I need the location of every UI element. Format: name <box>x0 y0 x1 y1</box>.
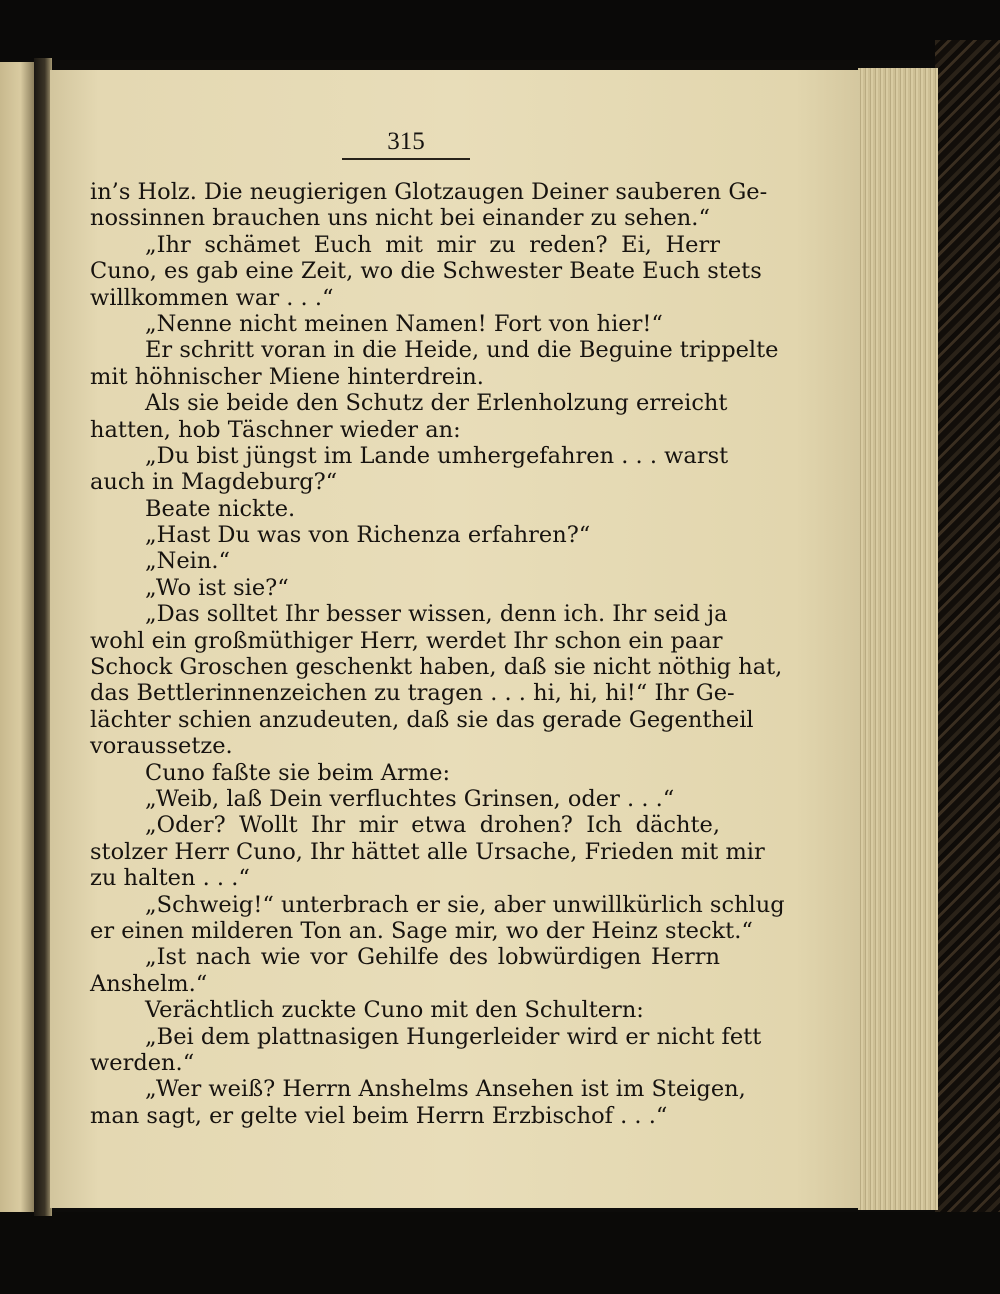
text-line: mit höhnischer Miene hinterdrein. <box>90 363 484 390</box>
text-line: Anshelm.“ <box>90 970 208 997</box>
text-line: „Schweig!“ unterbrach er sie, aber unwillkürlich schlug <box>145 891 785 918</box>
text-line: „Weib, laß Dein verfluchtes Grinsen, oder . . .“ <box>145 785 675 812</box>
text-line: wohl ein großmüthiger Herr, werdet Ihr schon ein paar <box>90 627 723 654</box>
book-cover-bottom <box>0 1212 1000 1294</box>
body-text <box>90 179 785 1129</box>
text-line: „Oder? Wollt Ihr mir etwa drohen? Ich dächte, <box>145 812 720 839</box>
text-line: „Ist nach wie vor Gehilfe des lobwürdigen Herrn <box>145 944 720 971</box>
page-stack-edges <box>858 68 938 1210</box>
book-cover-top <box>0 0 1000 60</box>
text-line: „Du bist jüngst im Lande umhergefahren . . . warst <box>145 442 729 469</box>
text-line: „Das solltet Ihr besser wissen, denn ich. Ihr seid ja <box>145 601 728 628</box>
text-line: stolzer Herr Cuno, Ihr hättet alle Ursache, Frieden mit mir <box>90 838 765 865</box>
text-line: man sagt, er gelte viel beim Herrn Erzbischof . . .“ <box>90 1102 668 1129</box>
text-line: nossinnen brauchen uns nicht bei einander zu sehen.“ <box>90 205 710 232</box>
text-line: er einen milderen Ton an. Sage mir, wo der Heinz steckt.“ <box>90 917 753 944</box>
text-line: in’s Holz. Die neugierigen Glotzaugen Deiner sauberen Ge- <box>90 179 768 205</box>
text-line: „Wo ist sie?“ <box>145 574 289 601</box>
text-line: „Wer weiß? Herrn Anshelms Ansehen ist im Steigen, <box>145 1076 746 1103</box>
text-line: „Nein.“ <box>145 548 231 575</box>
left-page-edge <box>0 62 34 1212</box>
text-line: „Nenne nicht meinen Namen! Fort von hier!“ <box>145 310 663 337</box>
text-line: Verächtlich zuckte Cuno mit den Schultern: <box>145 997 644 1024</box>
text-line: Er schritt voran in die Heide, und die Beguine trippelte <box>145 337 779 364</box>
page-number: 315 <box>387 128 425 155</box>
text-line: Schock Groschen geschenkt haben, daß sie nicht nöthig hat, <box>90 654 783 681</box>
text-line: zu halten . . .“ <box>90 865 250 892</box>
text-line: Cuno faßte sie beim Arme: <box>145 759 451 786</box>
book-cover-marbled-edge <box>935 40 1000 1294</box>
text-line: „Hast Du was von Richenza erfahren?“ <box>145 522 591 549</box>
page-number-rule <box>342 158 470 160</box>
text-line: willkommen war . . .“ <box>90 284 334 311</box>
text-line: Als sie beide den Schutz der Erlenholzung erreicht <box>145 390 728 417</box>
text-line: „Bei dem plattnasigen Hungerleider wird er nicht fett <box>145 1023 762 1050</box>
text-line: „Ihr schämet Euch mit mir zu reden? Ei, Herr <box>145 231 720 258</box>
text-line: voraussetze. <box>90 733 233 760</box>
text-line: Cuno, es gab eine Zeit, wo die Schwester Beate Euch stets <box>90 258 762 285</box>
text-line: hatten, hob Täschner wieder an: <box>90 416 461 443</box>
text-line: Beate nickte. <box>145 495 296 522</box>
text-line: lächter schien anzudeuten, daß sie das gerade Gegentheil <box>90 706 754 733</box>
text-line: auch in Magdeburg?“ <box>90 469 338 496</box>
text-line: das Bettlerinnenzeichen zu tragen . . . hi, hi, hi!“ Ihr Ge- <box>90 680 735 707</box>
text-line: werden.“ <box>90 1049 195 1076</box>
